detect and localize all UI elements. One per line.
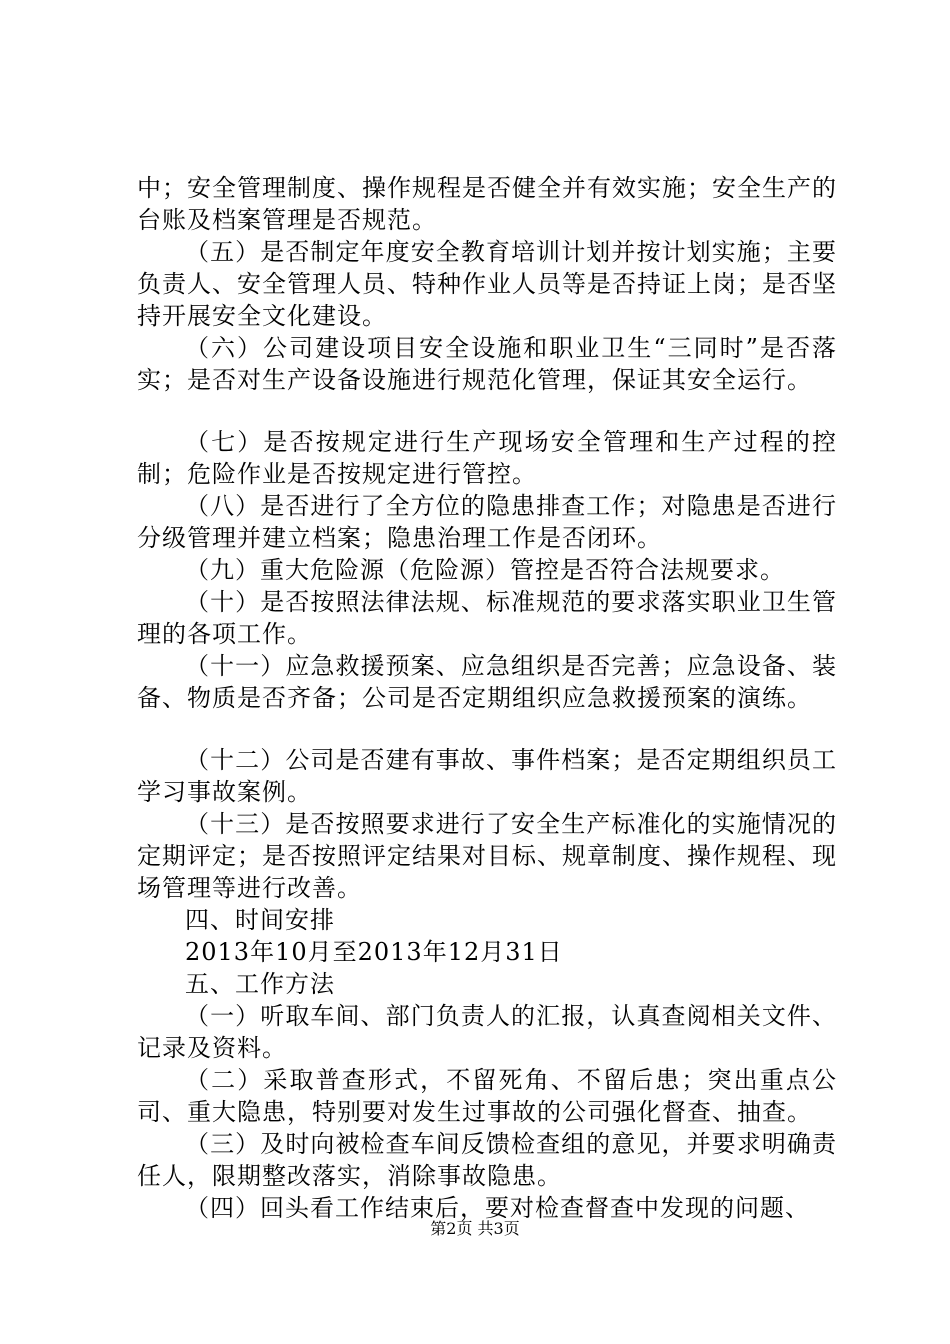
section-heading-methods: 五、工作方法: [185, 970, 335, 998]
method-item-1: （一）听取车间、部门负责人的汇报，认真查阅相关文件、记录及资料。: [137, 1002, 837, 1062]
schedule-date-range: 2013年10月至2013年12月31日: [185, 938, 563, 966]
page-number-footer: 第2页 共3页: [430, 1219, 520, 1238]
paragraph-item-5: （五）是否制定年度安全教育培训计划并按计划实施；主要负责人、安全管理人员、特种作业人员等是否持证上岗；是否坚持开展安全文化建设。: [137, 238, 837, 330]
method-item-4: （四）回头看工作结束后，要对检查督查中发现的问题、: [185, 1194, 810, 1222]
paragraph-item-7: （七）是否按规定进行生产现场安全管理和生产过程的控制；危险作业是否按规定进行管控。: [137, 428, 837, 488]
method-item-2: （二）采取普查形式，不留死角、不留后患；突出重点公司、重大隐患，特别要对发生过事故的公司强化督查、抽查。: [137, 1066, 837, 1126]
document-body: [137, 172, 837, 1224]
paragraph-item-10: （十）是否按照法律法规、标准规范的要求落实职业卫生管理的各项工作。: [137, 588, 837, 648]
paragraph-item-11: （十一）应急救援预案、应急组织是否完善；应急设备、装备、物质是否齐备；公司是否定期组织应急救援预案的演练。: [137, 652, 837, 712]
paragraph-item-6: （六）公司建设项目安全设施和职业卫生“三同时”是否落实；是否对生产设备设施进行规范化管理，保证其安全运行。: [137, 334, 837, 394]
section-heading-schedule: 四、时间安排: [185, 906, 335, 934]
paragraph-continuation: 中；安全管理制度、操作规程是否健全并有效实施；安全生产的台账及档案管理是否规范。: [137, 174, 837, 234]
method-item-3: （三）及时向被检查车间反馈检查组的意见，并要求明确责任人，限期整改落实，消除事故隐患。: [137, 1130, 837, 1190]
paragraph-item-9: （九）重大危险源（危险源）管控是否符合法规要求。: [185, 556, 785, 584]
paragraph-item-12: （十二）公司是否建有事故、事件档案；是否定期组织员工学习事故案例。: [137, 746, 837, 806]
paragraph-item-13: （十三）是否按照要求进行了安全生产标准化的实施情况的定期评定；是否按照评定结果对目标、规章制度、操作规程、现场管理等进行改善。: [137, 810, 837, 902]
paragraph-item-8: （八）是否进行了全方位的隐患排查工作；对隐患是否进行分级管理并建立档案；隐患治理工作是否闭环。: [137, 492, 837, 552]
